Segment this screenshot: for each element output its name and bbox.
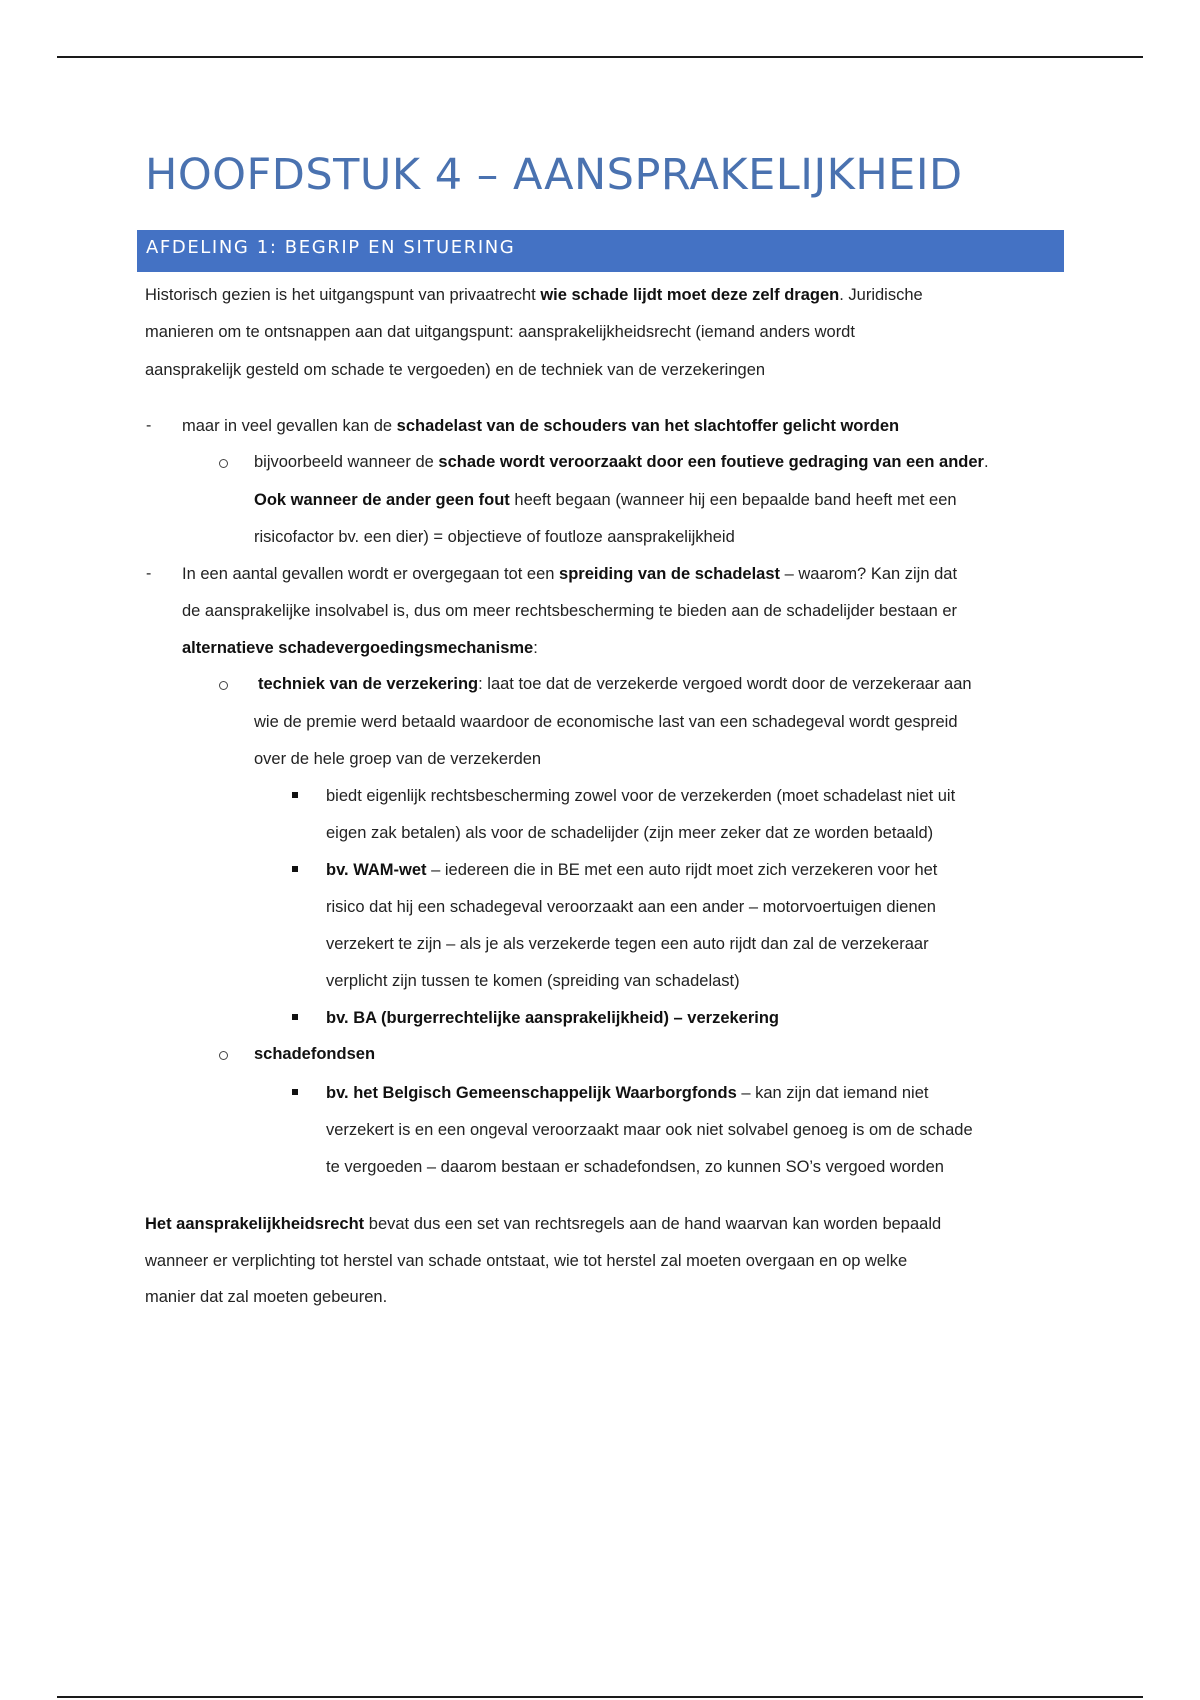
circle-bullet xyxy=(219,1051,228,1060)
sub1-item2-line-1: bv. WAM-wet – iedereen die in BE met een auto rijdt moet zich verzekeren voor het xyxy=(326,861,938,879)
bullet1-sub-line-2: Ook wanneer de ander geen fout heeft begaan (wanneer hij een bepaalde band heeft met een xyxy=(254,491,957,509)
bullet2-line-3: alternatieve schadevergoedingsmechanisme: xyxy=(182,639,538,657)
closing-line-1: Het aansprakelijkheidsrecht bevat dus een set van rechtsregels aan de hand waarvan kan worden bepaald xyxy=(145,1215,942,1233)
circle-bullet xyxy=(219,459,228,468)
circle-bullet xyxy=(219,681,228,690)
header-rule xyxy=(57,56,1143,58)
sub1-item1-line-1: biedt eigenlijk rechtsbescherming zowel voor de verzekerden (moet schadelast niet uit xyxy=(326,787,956,805)
sub2-item1-line-1: bv. het Belgisch Gemeenschappelijk Waarborgfonds – kan zijn dat iemand niet xyxy=(326,1084,929,1102)
bullet2-sub1-line-1: techniek van de verzekering: laat toe dat de verzekerde vergoed wordt door de verzekeraar aan xyxy=(258,675,972,693)
closing-line-2: wanneer er verplichting tot herstel van schade ontstaat, wie tot herstel zal moeten overgaan en op welke xyxy=(145,1252,908,1270)
sub1-item3-line-1: bv. BA (burgerrechtelijke aansprakelijkheid) – verzekering xyxy=(326,1009,780,1027)
bullet2-sub2-label: schadefondsen xyxy=(254,1045,376,1063)
section-heading: AFDELING 1: BEGRIP EN SITUERING xyxy=(137,230,1064,272)
dash-bullet: - xyxy=(146,565,152,582)
bullet1-sub-line-3: risicofactor bv. een dier) = objectieve of foutloze aansprakelijkheid xyxy=(254,528,735,546)
square-bullet xyxy=(292,1089,298,1095)
sub1-item2-line-4: verplicht zijn tussen te komen (spreiding van schadelast) xyxy=(326,972,740,990)
intro-line-1: Historisch gezien is het uitgangspunt van privaatrecht wie schade lijdt moet deze zelf dragen. Juridische xyxy=(145,286,923,304)
sub2-item1-line-3: te vergoeden – daarom bestaan er schadefondsen, zo kunnen SO’s vergoed worden xyxy=(326,1158,944,1176)
sub2-item1-line-2: verzekert is en een ongeval veroorzaakt maar ook niet solvabel genoeg is om de schade xyxy=(326,1121,973,1139)
sub1-item2-line-2: risico dat hij een schadegeval veroorzaakt aan een ander – motorvoertuigen dienen xyxy=(326,898,936,916)
bullet1-line-1: maar in veel gevallen kan de schadelast van de schouders van het slachtoffer gelicht worden xyxy=(182,417,900,435)
square-bullet xyxy=(292,1014,298,1020)
bullet2-sub1-line-3: over de hele groep van de verzekerden xyxy=(254,750,542,768)
page-title: HOOFDSTUK 4 – AANSPRAKELIJKHEID xyxy=(145,150,963,200)
square-bullet xyxy=(292,866,298,872)
intro-line-3: aansprakelijk gesteld om schade te vergoeden) en de techniek van de verzekeringen xyxy=(145,361,766,379)
closing-line-3: manier dat zal moeten gebeuren. xyxy=(145,1288,388,1306)
footer-rule xyxy=(57,1696,1143,1698)
bullet2-sub1-line-2: wie de premie werd betaald waardoor de economische last van een schadegeval wordt gespreid xyxy=(254,713,958,731)
dash-bullet: - xyxy=(146,417,152,434)
sub1-item2-line-3: verzekert te zijn – als je als verzekerde tegen een auto rijdt dan zal de verzekeraar xyxy=(326,935,929,953)
bullet2-line-2: de aansprakelijke insolvabel is, dus om meer rechtsbescherming te bieden aan de schadelijder bestaan er xyxy=(182,602,958,620)
sub1-item1-line-2: eigen zak betalen) als voor de schadelijder (zijn meer zeker dat ze worden betaald) xyxy=(326,824,934,842)
bullet1-sub-line-1: bijvoorbeeld wanneer de schade wordt veroorzaakt door een foutieve gedraging van een ander. xyxy=(254,453,989,471)
intro-line-2: manieren om te ontsnappen aan dat uitgangspunt: aansprakelijkheidsrecht (iemand anders wordt xyxy=(145,323,855,341)
bullet2-line-1: In een aantal gevallen wordt er overgegaan tot een spreiding van de schadelast – waarom? Kan zijn dat xyxy=(182,565,958,583)
square-bullet xyxy=(292,792,298,798)
